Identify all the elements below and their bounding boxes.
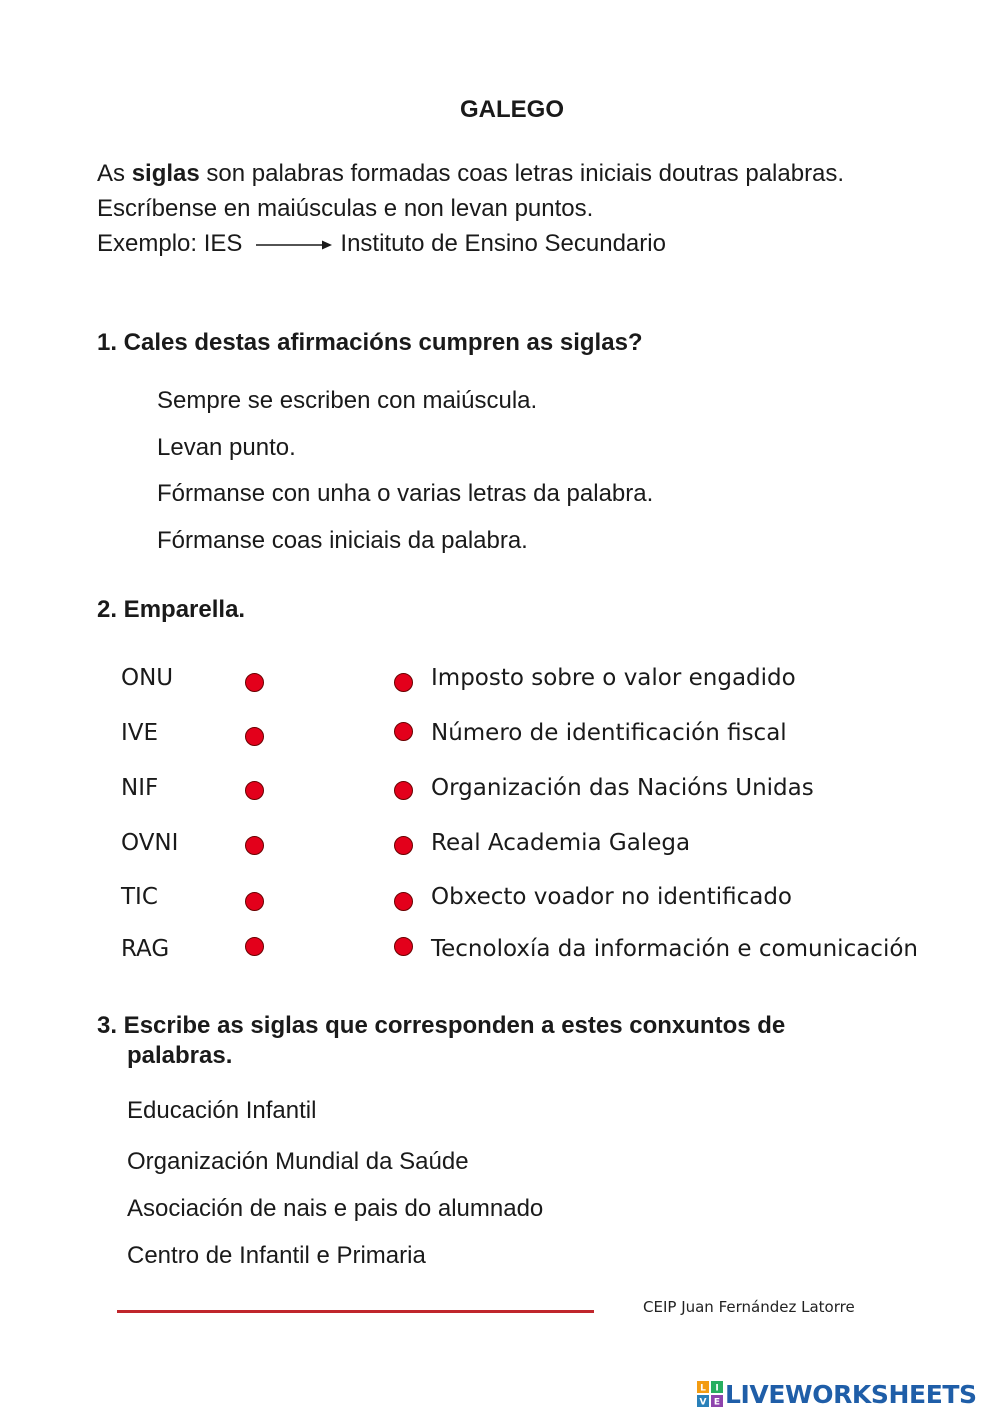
sigla-label: IVE <box>121 720 159 746</box>
q1-option[interactable]: Levan punto. <box>157 433 296 461</box>
question-2-heading: 2. Emparella. <box>97 596 246 623</box>
footer-divider <box>117 1310 594 1313</box>
match-row <box>0 773 1000 813</box>
meaning-label: Real Academia Galega <box>431 830 691 856</box>
example-expansion: Instituto de Ensino Secundario <box>340 230 666 257</box>
intro-text <box>97 156 927 261</box>
q1-option[interactable]: Sempre se escriben con maiúscula. <box>157 387 538 414</box>
arrow-right-icon <box>256 237 332 253</box>
intro-rule: Escríbense en maiúsculas e non levan puntos. <box>97 195 594 222</box>
match-row <box>0 882 1000 922</box>
meaning-label: Tecnoloxía da información e comunicación <box>431 936 918 962</box>
match-row <box>0 934 1000 974</box>
q3-item: Asociación de nais e pais do alumnado <box>127 1195 544 1222</box>
intro-suffix: son palabras formadas coas letras iniciais doutras palabras. <box>206 160 845 187</box>
school-name: CEIP Juan Fernández Latorre <box>643 1298 855 1316</box>
question-3-heading <box>97 1011 785 1071</box>
q1-option[interactable]: Fórmanse coas iniciais da palabra. <box>157 526 528 554</box>
match-dot-right[interactable] <box>394 836 413 855</box>
match-row <box>0 718 1000 758</box>
match-dot-right[interactable] <box>394 937 413 956</box>
example-label: Exemplo: IES <box>97 230 243 257</box>
q3-item: Organización Mundial da Saúde <box>127 1148 469 1175</box>
q3-heading-line-1: 3. Escribe as siglas que corresponden a estes conxuntos de <box>97 1012 786 1039</box>
match-row <box>0 828 1000 868</box>
question-1-heading: 1. Cales destas afirmacións cumpren as siglas? <box>97 329 643 356</box>
svg-text:V: V <box>699 1397 707 1407</box>
intro-prefix: As <box>97 160 126 187</box>
match-dot-left[interactable] <box>245 892 264 911</box>
q1-option[interactable]: Fórmanse con unha o varias letras da palabra. <box>157 480 654 507</box>
match-dot-right[interactable] <box>394 722 413 741</box>
intro-example <box>97 226 927 261</box>
meaning-label: Obxecto voador no identificado <box>431 884 793 910</box>
match-dot-left[interactable] <box>245 673 264 692</box>
svg-text:I: I <box>715 1383 719 1394</box>
brand-name[interactable]: LIVEWORKSHEETS <box>725 1379 977 1409</box>
match-dot-right[interactable] <box>394 673 413 692</box>
page-title: GALEGO <box>459 96 564 123</box>
match-row <box>0 663 1000 703</box>
match-dot-left[interactable] <box>245 781 264 800</box>
liveworksheets-logo-icon <box>697 1381 723 1407</box>
meaning-label: Imposto sobre o valor engadido <box>431 665 796 691</box>
q3-item: Centro de Infantil e Primaria <box>127 1242 426 1269</box>
question-1-options <box>157 386 653 572</box>
match-dot-left[interactable] <box>245 836 264 855</box>
meaning-label: Número de identificación fiscal <box>431 720 787 746</box>
meaning-label: Organización das Nacións Unidas <box>431 775 814 801</box>
sigla-label: ONU <box>121 665 174 691</box>
sigla-label: OVNI <box>121 830 179 856</box>
sigla-label: TIC <box>121 884 158 910</box>
q3-heading-line-2: palabras. <box>127 1042 233 1069</box>
match-dot-left[interactable] <box>245 727 264 746</box>
svg-text:E: E <box>713 1397 721 1407</box>
liveworksheets-brand <box>697 1377 977 1411</box>
intro-definition <box>97 156 927 191</box>
q3-item: Educación Infantil <box>127 1097 317 1124</box>
svg-text:L: L <box>700 1383 706 1394</box>
match-dot-right[interactable] <box>394 892 413 911</box>
sigla-label: NIF <box>121 775 159 801</box>
intro-bold-term: siglas <box>131 160 200 187</box>
match-dot-left[interactable] <box>245 937 264 956</box>
sigla-label: RAG <box>121 936 170 962</box>
match-dot-right[interactable] <box>394 781 413 800</box>
